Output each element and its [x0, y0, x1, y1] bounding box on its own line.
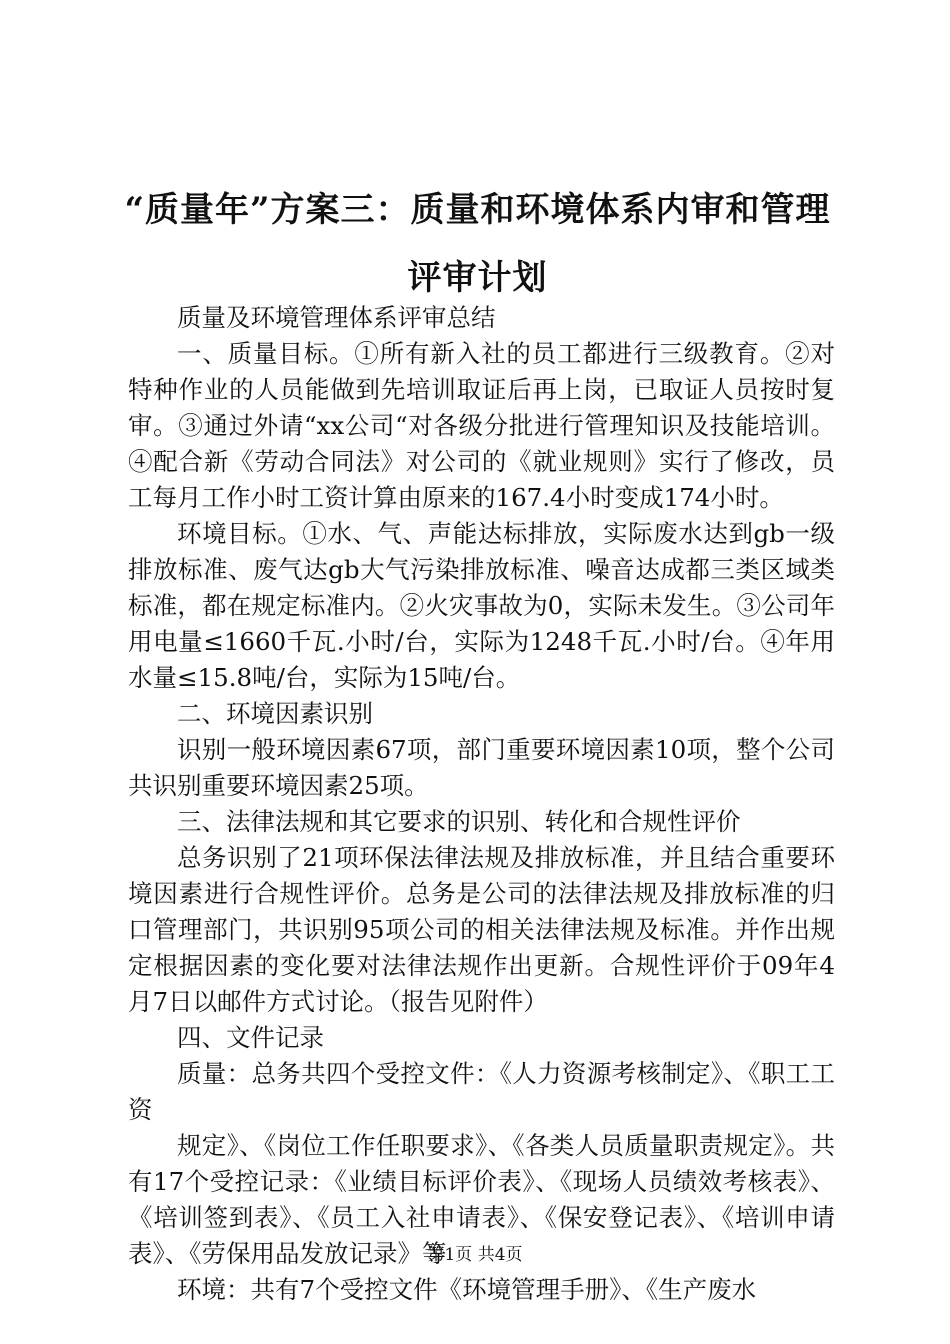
paragraph-environment-documents: 环境：共有7个受控文件《环境管理手册》、《生产废水	[177, 1275, 757, 1304]
paragraph-laws-regulations: 总务识别了21项环保法律法规及排放标准，并且结合重要环境因素进行合规性评价。总务是公司的法律法规及排放标准的归口管理部门，共识别95项公司的相关法律法规及标准。并作出规定根据因素的变化要对法律法规作出更新。合规性评价于09年4月7日以邮件方式讨论。（报告见附件）	[128, 843, 835, 1016]
heading-laws-regulations: 三、法律法规和其它要求的识别、转化和合规性评价	[177, 807, 741, 836]
paragraph-summary-heading: 质量及环境管理体系评审总结	[177, 303, 496, 332]
paragraph-quality-objectives: 一、质量目标。①所有新入社的员工都进行三级教育。②对特种作业的人员能做到先培训取证后再上岗，已取证人员按时复审。③通过外请“xx公司“对各级分批进行管理知识及技能培训。④配合新《劳动合同法》对公司的《就业规则》实行了修改，员工每月工作小时工资计算由原来的167.4小时变成174小时。	[128, 339, 835, 512]
paragraph-environment-objectives: 环境目标。①水、气、声能达标排放，实际废水达到gb一级排放标准、废气达gb大气污染排放标准、噪音达成都三类区域类标准，都在规定标准内。②火灾事故为0，实际未发生。③公司年用电量≤1660千瓦.小时/台，实际为1248千瓦.小时/台。④年用水量≤15.8吨/台，实际为15吨/台。	[128, 519, 835, 692]
page-footer: 第1页 共4页	[427, 1245, 523, 1265]
paragraph-environment-factors: 识别一般环境因素67项，部门重要环境因素10项，整个公司共识别重要环境因素25项。	[128, 735, 835, 800]
document-body	[128, 300, 835, 1308]
paragraph-quality-documents: 质量：总务共四个受控文件：《人力资源考核制定》、《职工工资	[128, 1059, 835, 1124]
heading-document-records: 四、文件记录	[177, 1023, 324, 1052]
paragraph-quality-records: 规定》、《岗位工作任职要求》、《各类人员质量职责规定》。共有17个受控记录：《业绩目标评价表》、《现场人员绩效考核表》、《培训签到表》、《员工入社申请表》、《保安登记表》、《培训申请表》、《劳保用品发放记录》等	[128, 1131, 835, 1268]
document-title: “质量年”方案三：质量和环境体系内审和管理评审计划	[124, 190, 831, 298]
heading-environment-factors: 二、环境因素识别	[177, 699, 373, 728]
